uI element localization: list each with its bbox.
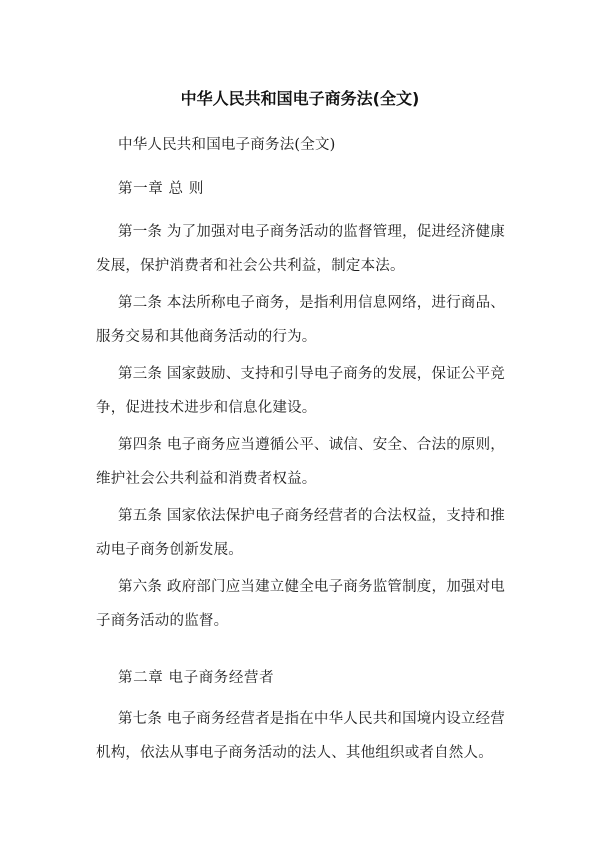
article-6: 第六条 政府部门应当建立健全电子商务监管制度，加强对电子商务活动的监督。 bbox=[96, 579, 506, 629]
article-2: 第二条 本法所称电子商务，是指利用信息网络，进行商品、服务交易和其他商务活动的行为。 bbox=[96, 295, 506, 345]
article-7: 第七条 电子商务经营者是指在中华人民共和国境内设立经营机构，依法从事电子商务活动的法人、其他组织或者自然人。 bbox=[96, 711, 506, 761]
article-4: 第四条 电子商务应当遵循公平、诚信、安全、合法的原则，维护社会公共利益和消费者权益。 bbox=[96, 437, 506, 487]
article-5: 第五条 国家依法保护电子商务经营者的合法权益，支持和推动电子商务创新发展。 bbox=[96, 508, 506, 558]
article-3: 第三条 国家鼓励、支持和引导电子商务的发展，保证公平竞争，促进技术进步和信息化建设。 bbox=[96, 366, 506, 416]
document-title: 中华人民共和国电子商务法(全文) bbox=[180, 89, 420, 108]
subtitle-paragraph: 中华人民共和国电子商务法(全文) bbox=[118, 137, 336, 153]
chapter-heading-2: 第二章 电子商务经营者 bbox=[118, 670, 275, 686]
chapter-heading-1: 第一章 总 则 bbox=[118, 181, 204, 197]
article-1: 第一条 为了加强对电子商务活动的监督管理，促进经济健康发展，保护消费者和社会公共利益，制定本法。 bbox=[96, 224, 506, 274]
